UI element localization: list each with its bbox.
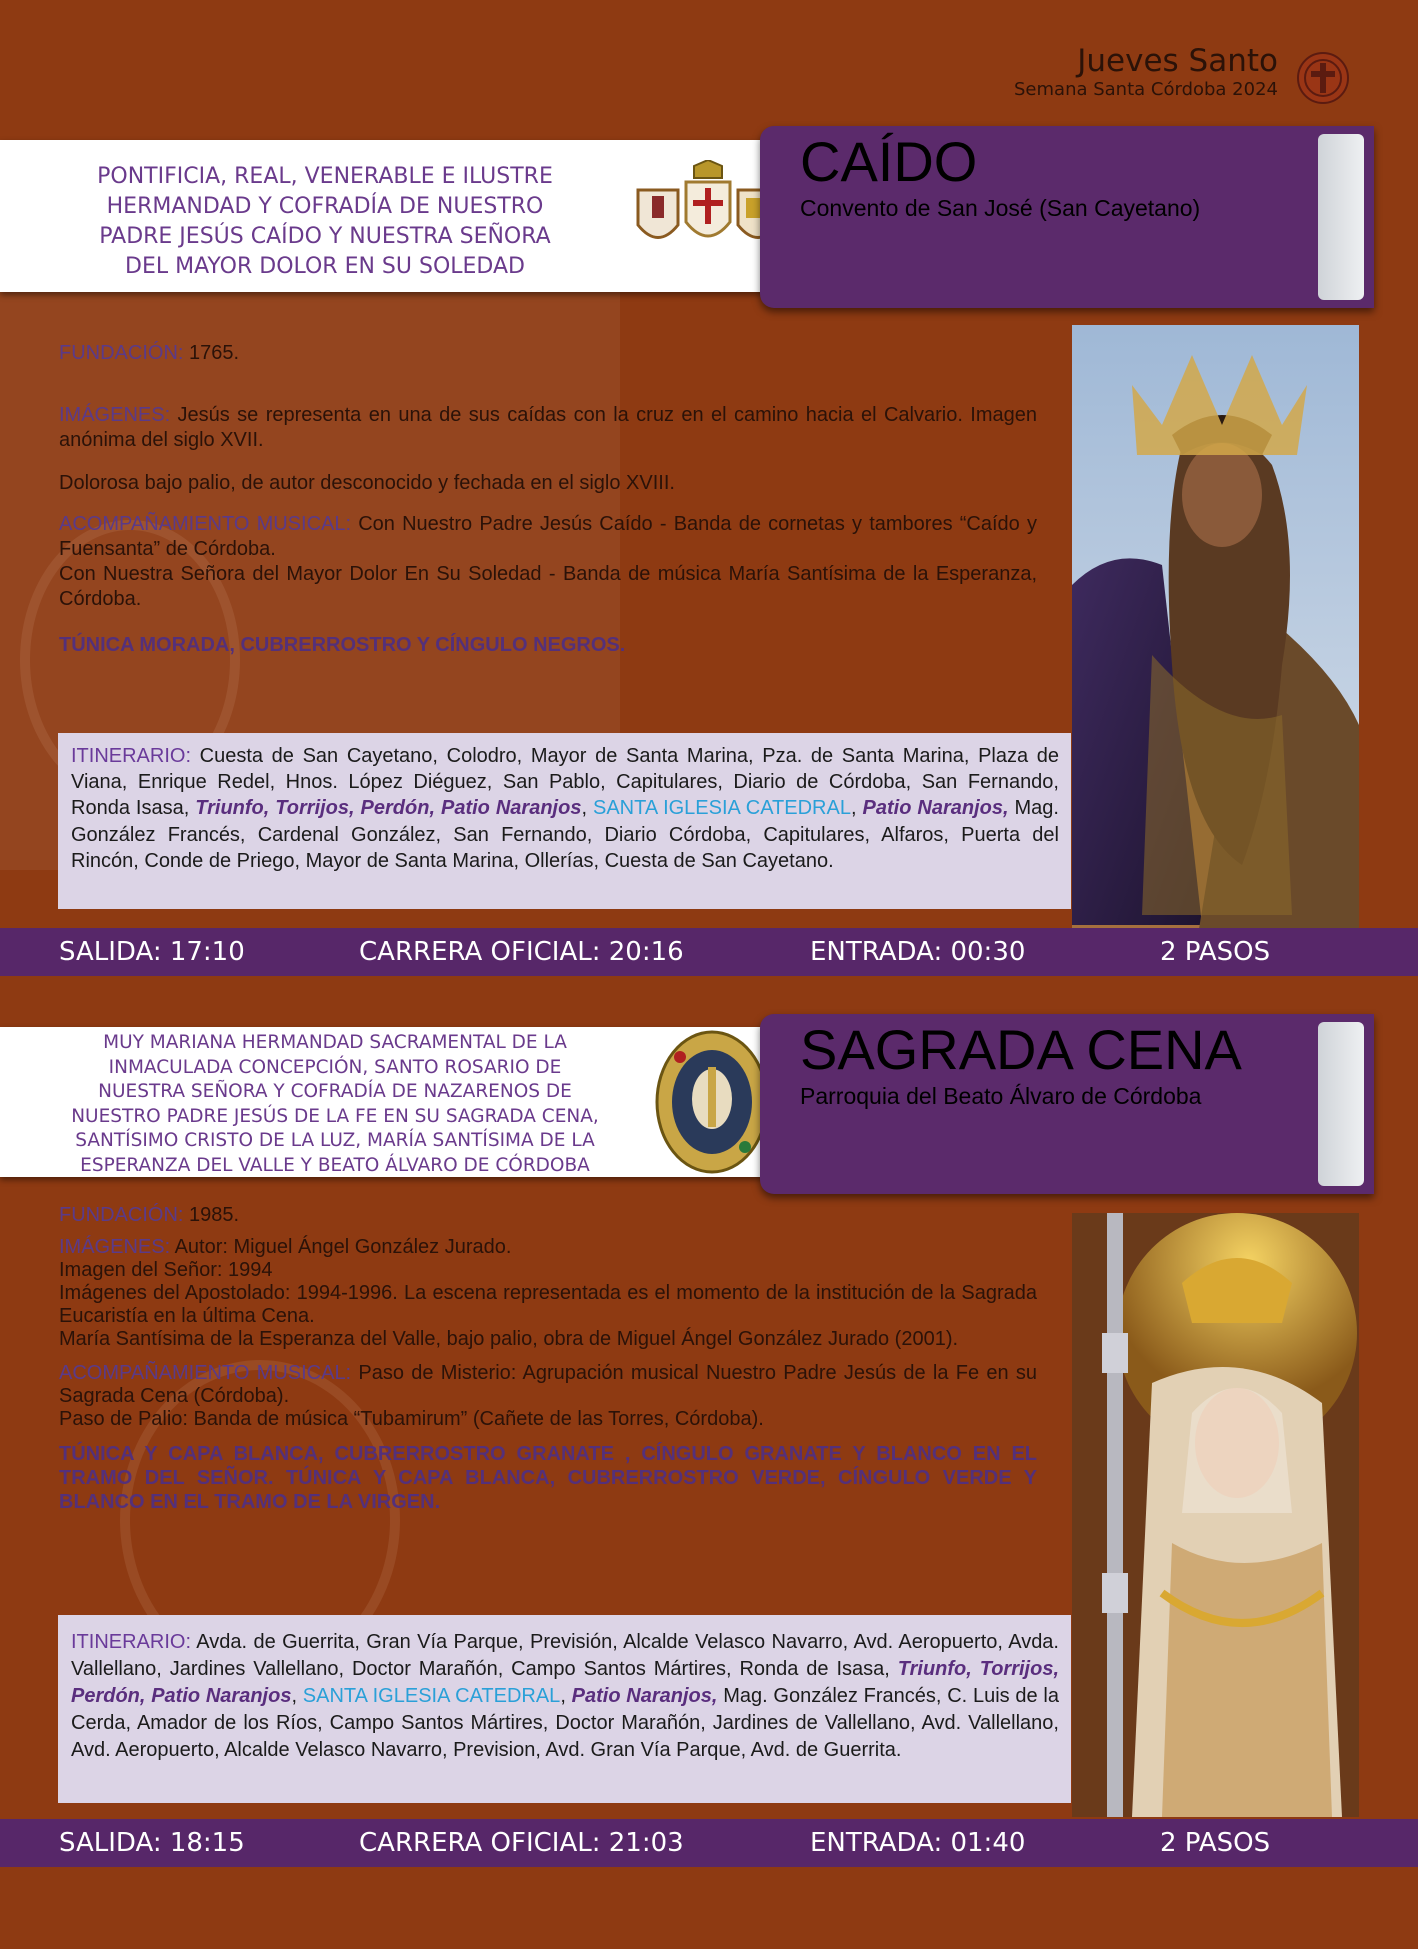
pasos-count: 2 PASOS [1160, 937, 1271, 967]
brotherhood-full-name: PONTIFICIA, REAL, VENERABLE E ILUSTRE HERMANDAD Y COFRADÍA DE NUESTRO PADRE JESÚS CAÍDO Y NUESTRA SEÑORA DEL MAYOR DOLOR EN SU SOLEDAD [97, 164, 553, 279]
coat-of-arms-icon [650, 1027, 775, 1177]
page-header-subtitle: Semana Santa Córdoba 2024 [1014, 79, 1278, 100]
itinerary-box: ITINERARIO: Avda. de Guerrita, Gran Vía Parque, Previsión, Alcalde Velasco Navarro, Avd. Aeropuerto, Avda. Vallellano, Jardines Vallellano, Doctor Marañón, Campo Santos Mártires, Ronda de Isasa, Triunfo, Torrijos, Perdón, Patio Naranjos, SANTA IGLESIA CATEDRAL, Patio Naranjos, Mag. González Francés, C. Luis de la Cerda, Amador de los Ríos, Campo Santos Mártires, Doctor Marañón, Jardines de Vallellano, Avd. Vallellano, Avd. Aeropuerto, Alcalde Velasco Navarro, Prevision, Avd. Gran Vía Parque, Avd. de Guerrita. [58, 1615, 1071, 1803]
brotherhood-church: Parroquia del Beato Álvaro de Córdoba [800, 1083, 1202, 1109]
entrada-time: ENTRADA: 01:40 [810, 1828, 1026, 1858]
brotherhood-name-band [0, 1027, 808, 1177]
dolorosa-line: Dolorosa bajo palio, de autor desconocido y fechada en el siglo XVIII. [59, 472, 675, 494]
imagenes-line-2: Imagen del Señor: 1994 [59, 1259, 273, 1281]
carrera-oficial-time: CARRERA OFICIAL: 21:03 [359, 1828, 684, 1858]
esperanza-del-valle-photo [1072, 1213, 1359, 1817]
brotherhood-full-name: MUY MARIANA HERMANDAD SACRAMENTAL DE LA INMACULADA CONCEPCIÓN, SANTO ROSARIO DE NUESTRA SEÑORA Y COFRADÍA DE NAZARENOS DE NUESTRO PADRE JESÚS DE LA FE EN SU SAGRADA CENA, SANTÍSIMO CRISTO DE LA LUZ, MARÍA SANTÍSIMA DE LA ESPERANZA DEL VALLE Y BEATO ÁLVARO DE CÓRDOBA [71, 1032, 599, 1176]
musica-line-2: Paso de Palio: Banda de música “Tubamirum” (Cañete de las Torres, Córdoba). [59, 1408, 764, 1430]
brotherhood-title: CAÍDO [800, 130, 978, 193]
title-area [800, 130, 1330, 304]
carrera-oficial-time: CARRERA OFICIAL: 20:16 [359, 937, 684, 967]
salida-time: SALIDA: 18:15 [59, 1828, 245, 1858]
brotherhood-name-band [0, 140, 808, 292]
tunica-line: TÚNICA Y CAPA BLANCA, CUBRERROSTRO GRANATE , CÍNGULO GRANATE Y BLANCO EN EL TRAMO DEL SEÑOR. TÚNICA Y CAPA BLANCA, CUBRERROSTRO VERDE, CÍNGULO VERDE Y BLANCO EN EL TRAMO DE LA VIRGEN. [59, 1443, 1037, 1513]
fundacion-line: FUNDACIÓN: 1985. [59, 1204, 240, 1226]
musica-paragraph: ACOMPAÑAMIENTO MUSICAL: Paso de Misterio: Agrupación musical Nuestro Padre Jesús de la Fe en su Sagrada Cena (Córdoba). [59, 1362, 1037, 1407]
imagenes-line-4: María Santísima de la Esperanza del Valle, bajo palio, obra de Miguel Ángel González Jurado (2001). [59, 1328, 959, 1350]
brotherhood-details [59, 341, 1037, 658]
brotherhood-title: SAGRADA CENA [800, 1018, 1242, 1081]
itinerary-box: ITINERARIO: Cuesta de San Cayetano, Colodro, Mayor de Santa Marina, Pza. de Santa Marina, Plaza de Viana, Enrique Redel, Hnos. López Diéguez, San Pablo, Capitulares, Diario de Córdoba, San Fernando, Ronda Isasa, Triunfo, Torrijos, Perdón, Patio Naranjos, SANTA IGLESIA CATEDRAL, Patio Naranjos, Mag. González Francés, Cardenal González, San Fernando, Diario Córdoba, Capitulares, Alfaros, Puerta del Rincón, Conde de Priego, Mayor de Santa Marina, Ollerías, Cuesta de San Cayetano. [58, 733, 1071, 909]
brotherhood-church: Convento de San José (San Cayetano) [800, 195, 1201, 221]
title-area [800, 1018, 1330, 1188]
imagenes-paragraph: IMÁGENES: Jesús se representa en una de sus caídas con la cruz en el camino hacia el Calvario. Imagen anónima del siglo XVII. [59, 404, 1037, 451]
musica-line-2: Con Nuestra Señora del Mayor Dolor En Su Soledad - Banda de música María Santísima de la Esperanza, Córdoba. [59, 563, 1037, 610]
pasos-count: 2 PASOS [1160, 1828, 1271, 1858]
musica-paragraph: ACOMPAÑAMIENTO MUSICAL: Con Nuestro Padre Jesús Caído - Banda de cornetas y tambores “Caído y Fuensanta” de Córdoba. [59, 513, 1037, 560]
entrada-time: ENTRADA: 00:30 [810, 937, 1026, 967]
imagenes-line-3: Imágenes del Apostolado: 1994-1996. La escena representada es el momento de la institución de la Sagrada Eucaristía en la última Cena. [59, 1282, 1037, 1327]
imagenes-paragraph: IMÁGENES: Autor: Miguel Ángel González Jurado. [59, 1236, 512, 1258]
schedule-bar [0, 1819, 1418, 1867]
brotherhood-details [59, 1204, 1037, 1514]
page-header-title: Jueves Santo [1077, 43, 1278, 79]
salida-time: SALIDA: 17:10 [59, 937, 245, 967]
tunica-line: TÚNICA MORADA, CUBRERROSTRO Y CÍNGULO NEGROS. [59, 634, 626, 656]
fundacion-line: FUNDACIÓN: 1765. [59, 342, 240, 364]
cross-emblem-icon [1297, 52, 1349, 104]
jesus-caido-photo [1072, 325, 1359, 929]
schedule-bar [0, 928, 1418, 976]
